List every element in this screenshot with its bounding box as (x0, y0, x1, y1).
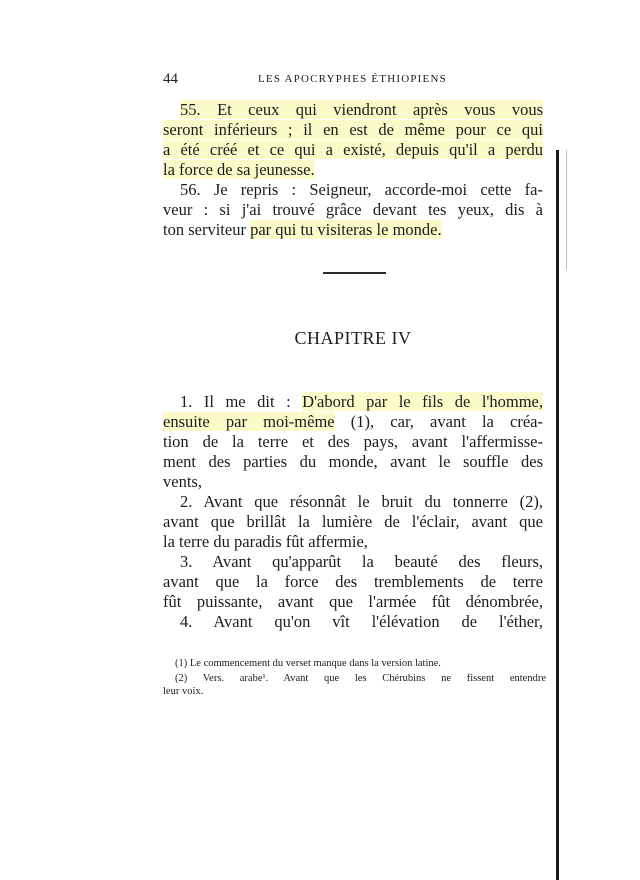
verse-55-line-4 (163, 160, 543, 180)
footnote-1: (1) Le commencement du verset manque dans la version latine. (175, 658, 441, 669)
verse-4-line-1: 4. Avant qu'on vît l'élévation de l'éther, (180, 612, 543, 631)
highlighted-text: a été créé et ce qui a existé, depuis qu'il a perdu (163, 140, 543, 159)
verse-56-line-3 (163, 220, 543, 240)
running-title: LES APOCRYPHES ÉTHIOPIENS (258, 73, 447, 85)
verse-2-line-1: 2. Avant que résonnât le bruit du tonnerre (2), (180, 492, 543, 511)
highlighted-text: D'abord par le fils de l'homme, (302, 392, 543, 411)
verse-3-line-2: avant que la force des tremblements de terre (163, 572, 543, 591)
footnote-2-line-1: (2) Vers. arabe¹. Avant que les Chérubins ne fissent entendre (175, 673, 546, 684)
verse-55-line-2 (163, 120, 543, 140)
section-separator (323, 272, 386, 274)
page-number: 44 (163, 71, 178, 87)
plain-text: 1. Il me dit : (180, 392, 303, 411)
verse-3-line-1: 3. Avant qu'apparût la beauté des fleurs, (180, 552, 543, 571)
verse-3-line-3: fût puissante, avant que l'armée fût dénombrée, (163, 592, 543, 611)
verse-1-line-1 (180, 392, 543, 412)
verse-56-line-1: 56. Je repris : Seigneur, accorde-moi cette fa- (180, 180, 543, 199)
chapter-title: CHAPITRE IV (294, 328, 412, 348)
footnote-2-line-2: leur voix. (163, 686, 204, 697)
verse-2-line-3: la terre du paradis fût affermie, (163, 532, 368, 551)
highlighted-text: ensuite par moi-même (163, 412, 335, 431)
plain-text: ton serviteur (163, 220, 251, 239)
verse-55-line-3 (163, 140, 543, 160)
highlighted-text: seront inférieurs ; il en est de même pour ce qui (163, 120, 543, 139)
highlighted-text: 55. Et ceux qui viendront après vous vous (180, 100, 543, 119)
verse-56-line-2: veur : si j'ai trouvé grâce devant tes yeux, dis à (163, 200, 543, 219)
plain-text: (1), car, avant la créa- (334, 412, 543, 431)
verse-1-line-4: ment des parties du monde, avant le souffle des (163, 452, 543, 471)
highlighted-text: par qui tu visiteras le monde. (250, 220, 442, 239)
verse-1-line-2 (163, 412, 543, 432)
scan-edge-shadow (556, 150, 559, 880)
verse-1-line-5: vents, (163, 472, 202, 491)
page-header (163, 71, 543, 89)
verse-2-line-2: avant que brillât la lumière de l'éclair, avant que (163, 512, 543, 531)
verse-55-line-1 (180, 100, 543, 120)
highlighted-text: la force de sa jeunesse. (163, 160, 315, 179)
scan-edge-faint-line (566, 150, 567, 270)
verse-1-line-3: tion de la terre et des pays, avant l'affermisse- (163, 432, 543, 451)
